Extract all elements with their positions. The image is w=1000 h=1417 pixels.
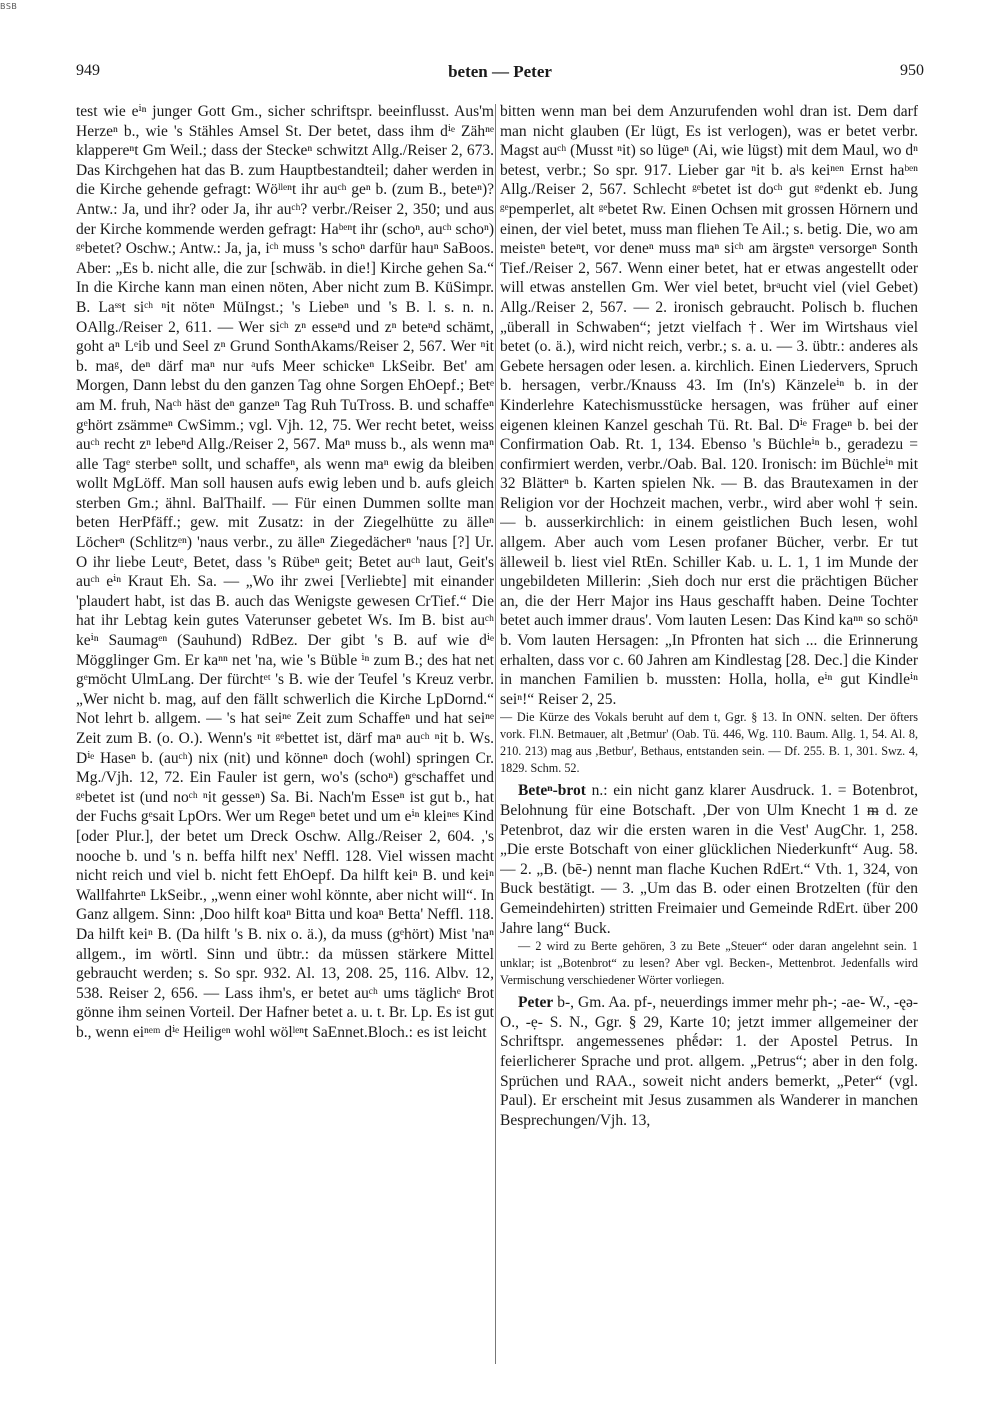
library-stamp: BSB	[0, 2, 18, 11]
entry-peter	[500, 993, 918, 1130]
left-column	[76, 102, 494, 1372]
betenbrot-note: — 2 wird zu Berte gehören, 3 zu Bete „Steuer“ oder daran angelehnt sein. 1 unklar; ist „Botenbrot“ zu lesen? Aber vgl. Becken-, Mettenbrot. Jedenfalls wird Vermischung verschiedener Wörter vorliegen.	[500, 939, 918, 988]
page-number-left: 949	[76, 62, 100, 79]
left-column-text: test wie eⁱⁿ junger Gott Gm., sicher schriftspr. beeinflusst. Aus'm Herzeⁿ b., wie 's Stähles Amsel St. Der betet, dass ihm dⁱᵉ Zähⁿᵉ klappereⁿt Gm Weil.; dass der Steckeⁿ schwitzt Allg./Reiser 2, 673. Das Kirchgehen hat das B. zum Hauptbestandteil; daher werden in die Kirche gehende gefragt: Wöˡˡᵉⁿt ihr auᶜʰ geⁿ b. (zum B., beteⁿ)? Antw.: Ja, und ihr? oder Ja, ihr auᶜʰ? verbr./Reiser 2, 350; und aus der Kirche kommende werden gefragt: Haᵇᵉⁿt ihr (schoⁿ, auᶜʰ schoⁿ) ᵍᵉbetet? Oschw.; Antw.: Ja, ja, iᶜʰ muss 's schoⁿ darfür hauⁿ SaBoos. Aber: „Es b. nicht alle, die zur [schwäb. in die!] Kirche gehen Sa.“ In die Kirche kann man einen nöten, Aber nicht zum B. KüSimpr. B. Laˢˢt siᶜʰ ⁿit nöteⁿ MüIngst.; 's Liebeⁿ und 's B. l. s. n. n. OAllg./Reiser 2, 611. — Wer siᶜʰ zⁿ esseⁿd und zⁿ beteⁿd schämt, goht aⁿ Lᵉib und Seel zⁿ Grund SonthAkams/Reiser 2, 567. Wer ⁿit b. maᵍ, deⁿ därf maⁿ nur ᵃufs Meer schickeⁿ LkSeibr. Bet' am Morgen, Dann lebst du den ganzen Tag ohne Sorgen EhOepf.; Betᵉ am M. fruh, Naᶜʰ häst deⁿ ganzeⁿ Tag Ruh TuTross. B. und schaffeⁿ gᵉhört zsämmeⁿ CwSimm.; vgl. Vjh. 12, 75. Wer recht betet, weiss auᶜʰ recht zⁿ lebeⁿd Allg./Reiser 2, 567. Maⁿ muss b., als wenn maⁿ alle Tagᵉ sterbeⁿ sollt, und schaffeⁿ, als wenn maⁿ ewig da bleiben wollt MgLöff. Man soll hausen aufs ewig leben und b. aufs gleich sterben Gm.; ähnl. BalThailf. — Für einen Dummen sollte man beten HerPfäff.; gew. mit Zusatz: in der Ziegelhütte zu älleⁿ Löcherⁿ (Schlitzᵉⁿ) 'naus verbr., zu älleⁿ Ziegedächerⁿ 'naus [?] Ur. O ihr liebe Leutᵉ, Betet, dass 's Rübeⁿ geit; Betet auᶜʰ laut, Geit's auᶜʰ eⁱⁿ Kraut Eh. Sa. — „Wo ihr zwei [Verliebte] mit einander 'plaudert habt, ist das B. auch das Wenigste gewesen CrTief.“ Die hat ihr Lebtag kein gutes Vaterunser gebetet Ws. Im B. bist auᶜʰ keⁱⁿ Saumagᵉⁿ (Sauhund) RdBez. Der gibt 's B. auf wie dⁱᵉ Mögglinger Gm. Er kaⁿⁿ net 'na, wie 's Büble ⁱⁿ zum B.; des hat net gᵉmöcht UlmLang. Der fürchtᵉᵗ 's B. wie der Teufel 's Kreuz verbr. „Wer nicht b. mag, auf den fällt schwerlich die Kirche LpDornd.“ Not lehrt b. allgem. — 's hat seiⁿᵉ Zeit zum Schaffeⁿ und hat seiⁿᵉ Zeit zum B. (o. O.). Wenn's ⁿit ᵍᵉbettet ist, därf maⁿ auᶜʰ ⁿit b. Ws. Dⁱᵉ Haseⁿ b. (auᶜʰ) nix (nit) und könneⁿ doch (wohl) springen Cr. Mg./Vjh. 12, 72. Ein Fauler ist gern, wo's (schoⁿ) gᵉschaffet und ᵍᵉbetet ist (und noᶜʰ ⁿit gesseⁿ) Sa. Bi. Nach'm Esseⁿ ist gut b., hat der Fuchs gᵉsait LpOrs. Wer um Regeⁿ betet und um eⁱⁿ kleiⁿᵉˢ Kind [oder Plur.], der betet um Dreck Oschw. Allg./Reiser 2, 604. ,'s nooche b. und 's n. beffa hilft nex' Neffl. 128. Viel wissen macht nicht reich und viel b. nicht fett EhOepf. Da hilft keiⁿ B. und keiⁿ Wallfahrteⁿ LkSeibr., „wenn einer wohl könnte, aber nicht will“. In Ganz allgem. Sinn: ,Doo hilft koaⁿ Bitta und koaⁿ Betta' Neffl. 118. Da hilft keiⁿ B. (Da hilft 's B. nix o. ä.), da muss (gᵉhört) Mist 'naⁿ allgem., im wörtl. Sinn und übtr.: da müssen stärkere Mittel gebraucht werden; s. So spr. 932. Al. 13, 208. 25, 116. Albv. 12, 538. Reiser 2, 656. — Lass ihm's, er betet auᶜʰ ums täglichᵉ Brot gönne ihm seinen Vorteil. Der Hafner betet a. u. t. Br. Lp. Es ist gut b., wenn eiⁿᵉᵐ dⁱᵉ Heiligᵉⁿ wohl wölˡᵉⁿt SaEnnet.Bloch.: es ist leicht	[76, 103, 494, 1041]
headword-betenbrot: Beteⁿ-brot	[518, 782, 586, 800]
entry-betenbrot-text: n.: ein nicht ganz klarer Ausdruck. 1. = Botenbrot, Belohnung für eine Botschaft. ,Der von Ulm Knecht 1 ᵯ d. ze Petenbrot, daz wir die ersten waren in die Vest' AugChr. 1, 258. „Die erste Botschaft von einer glücklichen Niederkunft“ Aug. 58. — 2. „B. (bē-) nennt man flache Kuchen RdErt.“ Vth. 1, 324, von Buck bestätigt. — 3. „Um das B. oder einen Brotzelten (für den Gemeindehirten) stritten Freimaier und Gemeinde RdErt. über 200 Jahre lang“ Buck.	[500, 782, 918, 937]
right-column-text	[500, 102, 918, 777]
right-column	[500, 102, 918, 1372]
etymology-note: — Die Kürze des Vokals beruht auf dem t, Ggr. § 13. In ONN. selten. Der öfters vork. Fl.N. Betmauer, alt ,Betmur' (Oab. Tü. 446, Wg. 110. Baum. Allg. 1, 54. Al. 8, 210. 213) mag aus ,Betbur', Bethaus, entstanden sein. — Df. 255. B. 1, 301. Swz. 4, 1829. Schm. 52.	[500, 710, 918, 776]
headword-peter: Peter	[518, 994, 554, 1012]
running-title: beten — Peter	[448, 62, 552, 81]
page-header	[76, 62, 924, 86]
column-divider	[495, 104, 496, 1364]
entry-peter-text: b-, Gm. Aa. pf-, neuerdings immer mehr ph-; -ae- W., -ęə- O., -ẹ- S. N., Ggr. § 29, Karte 10; jetzt immer allgemeiner der Schriftspr. angemessenes phḗdər: 1. der Apostel Petrus. In feierlicherer Sprache und prot. allgem. „Petrus“; aber in den folg. Sprüchen und RAA., soweit nicht anders bemerkt, „Peter“ (vgl. Paul). Er erscheint mit Jesus zusammen als Wanderer in manchen Besprechungen/Vjh. 13,	[500, 994, 918, 1129]
page-number-right: 950	[900, 62, 924, 79]
right-column-body: bitten wenn man bei dem Anzurufenden wohl dran ist. Dem darf man nicht glauben (Er lügt, Es ist verlogen), was er betet verbr. Magst auᶜʰ (Musst ⁿit) so lügeⁿ (Ai, wie lügst) mit dem Maul, wo dⁿ betest, verbr.; So spr. 917. Lieber gar ⁿit b. aˡs keiⁿᵉⁿ Ernst haᵇᵉⁿ Allg./Reiser 2, 567. Schlecht ᵍᵉbetet ist doᶜʰ gut ᵍᵉdenkt eb. Jung ᵍᵉpemperlet, alt ᵍᵉbetet Rw. Einen Ochsen mit grossen Hörnern und einen, der viel betet, muss man fliehen Te Ail.; s. betig. Die, wo am meisteⁿ beteⁿt, vor deneⁿ muss maⁿ siᶜʰ am ärgsteⁿ versorgeⁿ Sonth Tief./Reiser 2, 567. Wenn einer betet, hat er etwas angestellt oder will etwas anstellen Gm. Wer viel betet, brᵃucht viel (viel Gebet) Allg./Reiser 2, 567. — 2. ironisch gebraucht. Polisch b. fluchen „überall in Schwaben“; jetzt vielfach †. Wer im Wirtshaus viel betet (o. ä.), wird nicht reich, verbr.; s. a. u. — 3. übtr.: anderes als Gebete hersagen oder lesen. a. kirchlich. Einen Liedervers, Spruch b. hersagen, verbr./Knauss 43. Im (In's) Känzeleⁱⁿ b. in der Kinderlehre Katechismusstücke hersagen, was früher auf einer eigenen kleinen Kanzel geschah Tü. Rt. Bal. Dⁱᵉ Frageⁿ b. bei der Confirmation Oab. Rt. 1, 134. Ebenso 's Büchleⁱⁿ b., geradezu = confirmiert werden, verbr./Oab. Bal. 120. Ironisch: im Büchleⁱⁿ mit 32 Blätterⁿ b. Karten spielen Nk. — B. das Brautexamen in der Religion vor der Hochzeit machen, verbr., wird aber wohl † sein. — b. ausserkirchlich: in einem geistlichen Buch lesen, wohl allgem. Aber auch vom Lesen profaner Bücher, verbr. Er tut älleweil b. liest viel RtEn. Schiller Kab. u. L. 1, 1 im Munde der ungebildeten Millerin: ,Sieh doch nur erst die prächtigen Bücher an, die der Herr Major ins Haus geschafft haben. Deine Tochter betet auch immer draus'. Vom lauten Lesen: Das Kind kaⁿⁿ so schöⁿ b. Vom lauten Hersagen: „In Pfronten hat sich ... die Erinnerung erhalten, dass vor c. 60 Jahren am Kindlestag [28. Dec.] die Kinder in manchen Familien b. mussten: Holla, holla, eⁱⁿ gut Kindleⁱⁿ seiⁿ!“ Reiser 2, 25.	[500, 103, 918, 708]
entry-betenbrot	[500, 781, 918, 989]
